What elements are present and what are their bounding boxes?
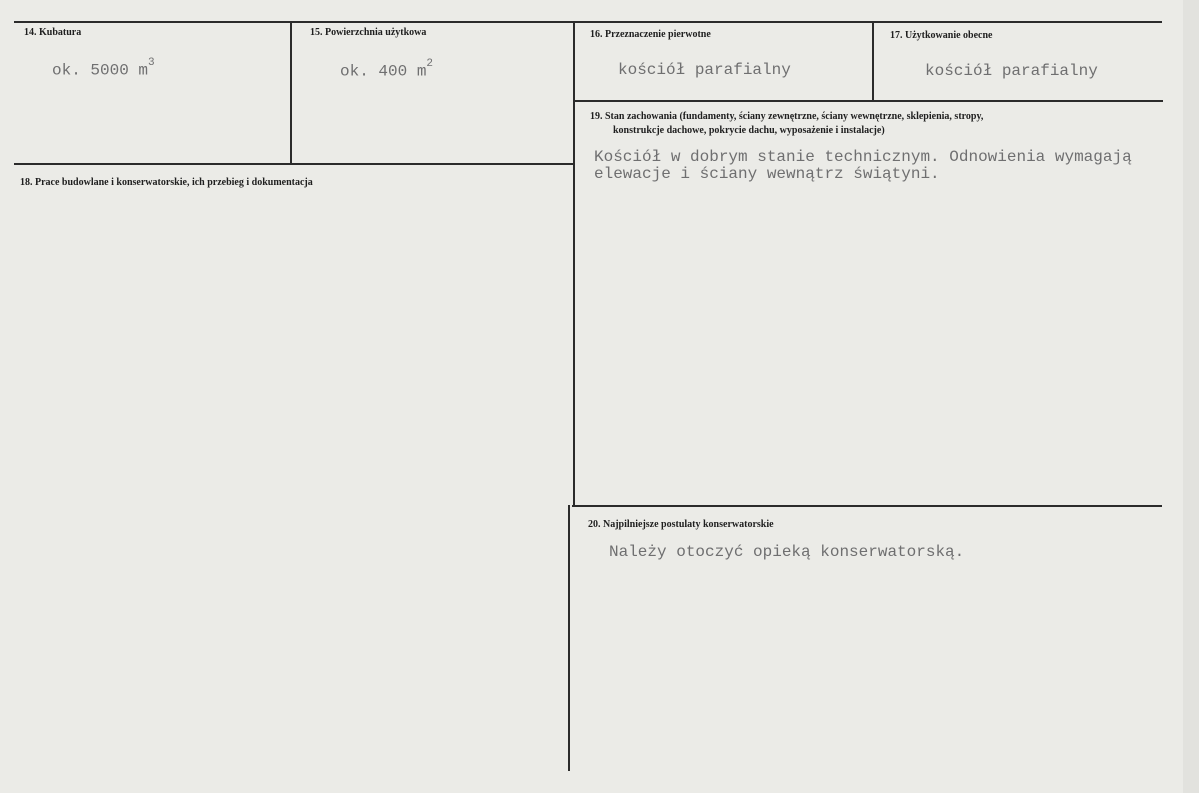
field-15-value-exponent: 2 — [426, 58, 434, 70]
row-divider-left — [14, 163, 573, 165]
field-14-label: 14. Kubatura — [24, 27, 82, 38]
field-14-value-text: ok. 5000 m — [52, 61, 149, 80]
field-19-label-line2: konstrukcje dachowe, pokrycie dachu, wyposażenie i instalacje) — [613, 125, 885, 136]
row-divider-right-upper — [573, 100, 1163, 102]
field-18-label: 18. Prace budowlane i konserwatorskie, ich przebieg i dokumentacja — [20, 177, 313, 188]
field-14-value — [52, 57, 155, 80]
field-20-label: 20. Najpilniejsze postulaty konserwatorskie — [588, 519, 774, 530]
paper-edge — [1183, 0, 1199, 793]
field-19-value-line1: Kościół w dobrym stanie technicznym. Odnowienia wymagają — [594, 148, 1132, 166]
field-19-label-line1: 19. Stan zachowania (fundamenty, ściany zewnętrzne, ściany wewnętrzne, sklepienia, stropy, — [590, 111, 984, 122]
field-15-value-text: ok. 400 m — [340, 62, 427, 81]
field-17-label: 17. Użytkowanie obecne — [890, 30, 993, 41]
col-divider-16-17 — [872, 21, 874, 102]
col-divider-14-15 — [290, 21, 292, 164]
col-divider-main-lower — [568, 505, 570, 771]
field-17-value: kościół parafialny — [925, 62, 1098, 80]
field-19-value-line2: elewacje i ściany wewnątrz świątyni. — [594, 165, 940, 183]
row-divider-right-lower — [572, 505, 1162, 507]
field-15-label: 15. Powierzchnia użytkowa — [310, 27, 427, 38]
field-20-value: Należy otoczyć opieką konserwatorską. — [609, 543, 965, 561]
col-divider-main-upper — [573, 21, 575, 507]
top-border-line — [14, 21, 1162, 23]
field-16-label: 16. Przeznaczenie pierwotne — [590, 29, 711, 40]
field-15-value — [340, 58, 433, 81]
field-16-value: kościół parafialny — [618, 61, 791, 79]
field-14-value-exponent: 3 — [148, 57, 155, 69]
